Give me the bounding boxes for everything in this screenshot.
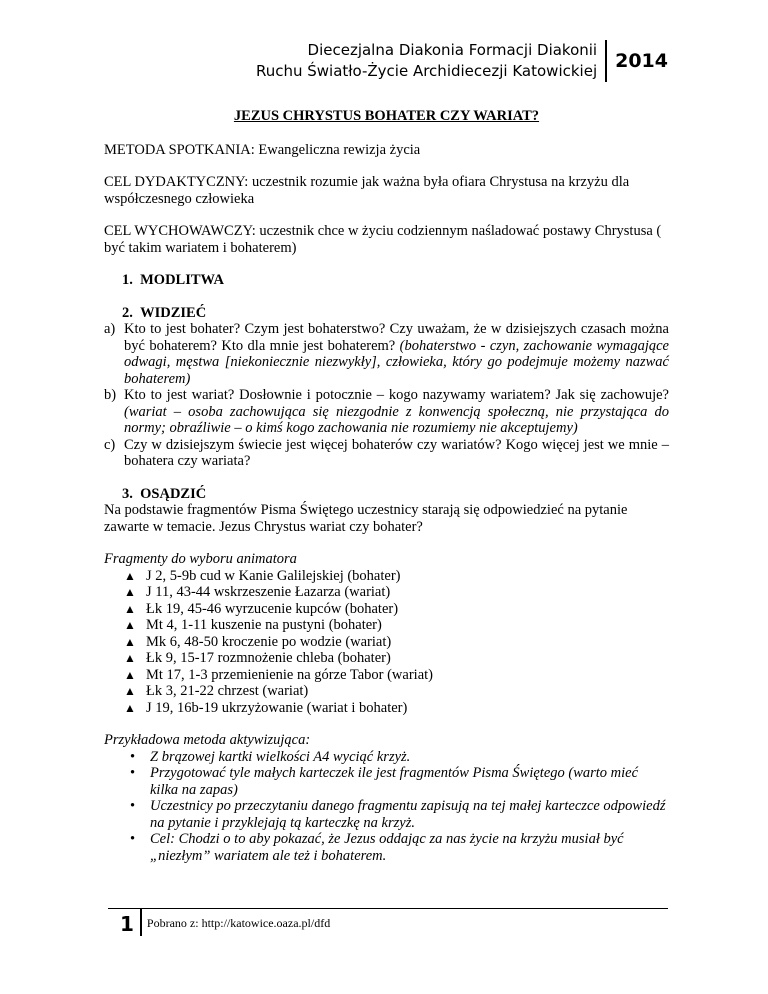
question-note: (bohaterstwo - czyn, zachowanie wymagające odwagi, męstwa [niekoniecznie niezwykły], człowieka, który go podejmuje możemy nazwać bohaterem) xyxy=(124,337,669,387)
list-item: ▲ J 11, 43-44 wskrzeszenie Łazarza (wariat) xyxy=(124,584,391,600)
list-item: ▲ J 2, 5-9b cud w Kanie Galilejskiej (bohater) xyxy=(124,567,401,584)
list-item: • Z brązowej kartki wielkości A4 wyciąć krzyż. xyxy=(130,748,411,765)
question-note: (wariat – osoba zachowująca się niezgodnie z konwencją społeczną, nie przystająca do normy; obraźliwie – o kimś kogo zachowania nie rozumiemy nie akceptujemy) xyxy=(124,403,669,436)
arrow-bullet-icon: ▲ xyxy=(124,601,136,616)
arrow-bullet-icon: ▲ xyxy=(124,585,136,599)
list-item xyxy=(104,321,669,387)
list-marker: b) xyxy=(104,387,117,403)
question-text: Czy w dzisiejszym świecie jest więcej bohaterów czy wariatów? Kogo więcej jest we mnie – bohatera czy wariata? xyxy=(124,436,669,469)
method-line: METODA SPOTKANIA: Ewangeliczna rewizja życia xyxy=(104,141,421,158)
fragments-heading: Fragmenty do wyboru animatora xyxy=(104,551,297,567)
page-header xyxy=(256,40,668,82)
question-text: Kto to jest wariat? Dosłownie i potocznie – kogo nazywamy wariatem? Jak się zachowuje? xyxy=(124,387,669,403)
header-year: 2014 xyxy=(615,50,668,72)
section-number: 2. xyxy=(122,304,133,321)
method-heading: Przykładowa metoda aktywizująca: xyxy=(104,732,311,748)
question-text: Kto to jest bohater? Czym jest bohaterstwo? Czy uważam, że w dzisiejszych czasach można być bohaterem? Kto dla mnie jest bohaterem? xyxy=(124,321,669,354)
method-steps xyxy=(104,749,669,865)
osadzic-intro: Na podstawie fragmentów Pisma Świętego uczestnicy starają się odpowiedzieć na pytanie zawarte w temacie. Jezus Chrystus wariat czy bohater? xyxy=(104,502,628,535)
section-number: 3. xyxy=(122,485,133,502)
list-item: ▲ Mt 4, 1-11 kuszenie na pustyni (bohater) xyxy=(124,617,382,633)
list-item: ▲ Łk 19, 45-46 wyrzucenie kupców (bohater) xyxy=(124,600,399,617)
section-heading-modlitwa xyxy=(122,272,669,289)
section-title: OSĄDZIĆ xyxy=(140,485,207,502)
arrow-bullet-icon: ▲ xyxy=(124,618,136,632)
section-title: WIDZIEĆ xyxy=(140,304,207,321)
source-link[interactable]: Pobrano z: http://katowice.oaza.pl/dfd xyxy=(146,916,331,930)
document-body xyxy=(104,108,669,864)
list-item: ▲ Mt 17, 1-3 przemienienie na górze Tabor (wariat) xyxy=(124,666,433,683)
bullet-icon: • xyxy=(130,748,136,765)
bullet-icon: • xyxy=(130,798,136,814)
list-item: ▲ Mk 6, 48-50 kroczenie po wodzie (wariat) xyxy=(124,633,392,650)
goal-educational: CEL WYCHOWAWCZY: uczestnik chce w życiu codziennym naśladować postawy Chrystusa ( być takim wariatem i bohaterem) xyxy=(104,223,662,256)
list-item: • Uczestnicy po przeczytaniu danego fragmentu zapisują na tej małej karteczce odpowiedź na pytanie i przyklejają tą karteczkę na krzyż. xyxy=(130,798,666,831)
widziec-questions xyxy=(104,321,669,470)
goal-didactic: CEL DYDAKTYCZNY: uczestnik rozumie jak ważna była ofiara Chrystusa na krzyżu dla współczesnego człowieka xyxy=(104,174,630,207)
bullet-icon: • xyxy=(130,831,136,847)
arrow-bullet-icon: ▲ xyxy=(124,651,136,665)
arrow-bullet-icon: ▲ xyxy=(124,667,136,682)
arrow-bullet-icon: ▲ xyxy=(124,568,136,583)
bullet-icon: • xyxy=(130,765,136,781)
list-item xyxy=(104,437,669,470)
list-marker: a) xyxy=(104,321,116,337)
header-line-2: Ruchu Światło-Życie Archidiecezji Katowickiej xyxy=(255,62,598,80)
section-number: 1. xyxy=(122,272,133,288)
document-title: JEZUS CHRYSTUS BOHATER CZY WARIAT? xyxy=(233,108,540,124)
section-heading-widziec xyxy=(122,305,669,322)
list-item: ▲ Łk 9, 15-17 rozmnożenie chleba (bohater) xyxy=(124,650,391,666)
section-title: MODLITWA xyxy=(140,272,224,288)
list-marker: c) xyxy=(104,436,116,453)
arrow-bullet-icon: ▲ xyxy=(124,700,136,715)
header-organization xyxy=(256,40,605,82)
arrow-bullet-icon: ▲ xyxy=(124,684,136,698)
list-item: • Przygotować tyle małych karteczek ile jest fragmentów Pisma Świętego (warto mieć kilka na zapas) xyxy=(130,765,639,798)
list-item: • Cel: Chodzi o to aby pokazać, że Jezus oddając za nas życie na krzyżu musiał być „niezłym” wariatem ale też i bohaterem. xyxy=(130,831,624,864)
section-heading-osadzic xyxy=(122,486,669,503)
list-item: ▲ J 19, 16b-19 ukrzyżowanie (wariat i bohater) xyxy=(124,699,408,716)
page-footer xyxy=(108,908,668,936)
list-item: ▲ Łk 3, 21-22 chrzest (wariat) xyxy=(124,683,309,699)
fragments-list xyxy=(104,568,669,717)
list-item xyxy=(104,387,669,437)
arrow-bullet-icon: ▲ xyxy=(124,634,136,649)
page-number: 1 xyxy=(108,909,142,936)
header-line-1: Diecezjalna Diakonia Formacji Diakonii xyxy=(307,41,598,59)
